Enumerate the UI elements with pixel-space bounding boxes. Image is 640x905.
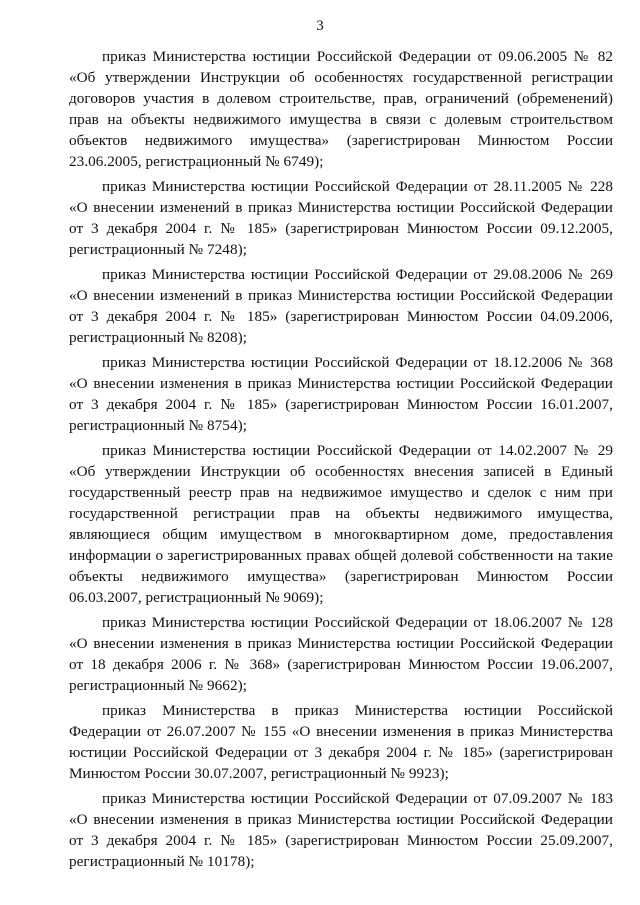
order-paragraph-7: приказ Министерства в приказ Министерства юстиции Российской Федерации от 26.07.2007 № 155 «О внесении изменения в приказ Министерства юстиции Российской Федерации от 3 декабря 2004 г. № 185» (зарегистрирован Минюстом России 30.07.2007, регистрационный № 9923); xyxy=(69,702,613,782)
document-body xyxy=(69,46,613,876)
page-number: 3 xyxy=(316,18,324,34)
order-paragraph-2: приказ Министерства юстиции Российской Федерации от 28.11.2005 № 228 «О внесении изменений в приказ Министерства юстиции Российской Федерации от 3 декабря 2004 г. № 185» (зарегистрирован Минюстом России 09.12.2005, регистрационный № 7248); xyxy=(69,178,613,258)
order-paragraph-3: приказ Министерства юстиции Российской Федерации от 29.08.2006 № 269 «О внесении изменений в приказ Министерства юстиции Российской Федерации от 3 декабря 2004 г. № 185» (зарегистрирован Минюстом России 04.09.2006, регистрационный № 8208); xyxy=(69,266,613,346)
order-paragraph-1: приказ Министерства юстиции Российской Федерации от 09.06.2005 № 82 «Об утверждении Инструкции об особенностях государственной регистрации договоров участия в долевом строительстве, прав, ограничений (обременений) прав на объекты недвижимого имущества в связи с долевым строительством объектов недвижимого имущества» (зарегистрирован Минюстом России 23.06.2005, регистрационный № 6749); xyxy=(69,48,613,170)
order-paragraph-8: приказ Министерства юстиции Российской Федерации от 07.09.2007 № 183 «О внесении изменения в приказ Министерства юстиции Российской Федерации от 3 декабря 2004 г. № 185» (зарегистрирован Минюстом России 25.09.2007, регистрационный № 10178); xyxy=(69,790,613,870)
order-paragraph-5: приказ Министерства юстиции Российской Федерации от 14.02.2007 № 29 «Об утверждении Инструкции об особенностях внесения записей в Единый государственный реестр прав на недвижимое имущество и сделок с ним при государственной регистрации прав на объекты недвижимого имущества, являющиеся общим имуществом в многоквартирном доме, предоставления информации о зарегистрированных правах общей долевой собственности на такие объекты недвижимого имущества» (зарегистрирован Минюстом России 06.03.2007, регистрационный № 9069); xyxy=(69,442,613,606)
order-paragraph-6: приказ Министерства юстиции Российской Федерации от 18.06.2007 № 128 «О внесении изменения в приказ Министерства юстиции Российской Федерации от 18 декабря 2006 г. № 368» (зарегистрирован Минюстом России 19.06.2007, регистрационный № 9662); xyxy=(69,614,613,694)
order-paragraph-4: приказ Министерства юстиции Российской Федерации от 18.12.2006 № 368 «О внесении изменения в приказ Министерства юстиции Российской Федерации от 3 декабря 2004 г. № 185» (зарегистрирован Минюстом России 16.01.2007, регистрационный № 8754); xyxy=(69,354,613,434)
